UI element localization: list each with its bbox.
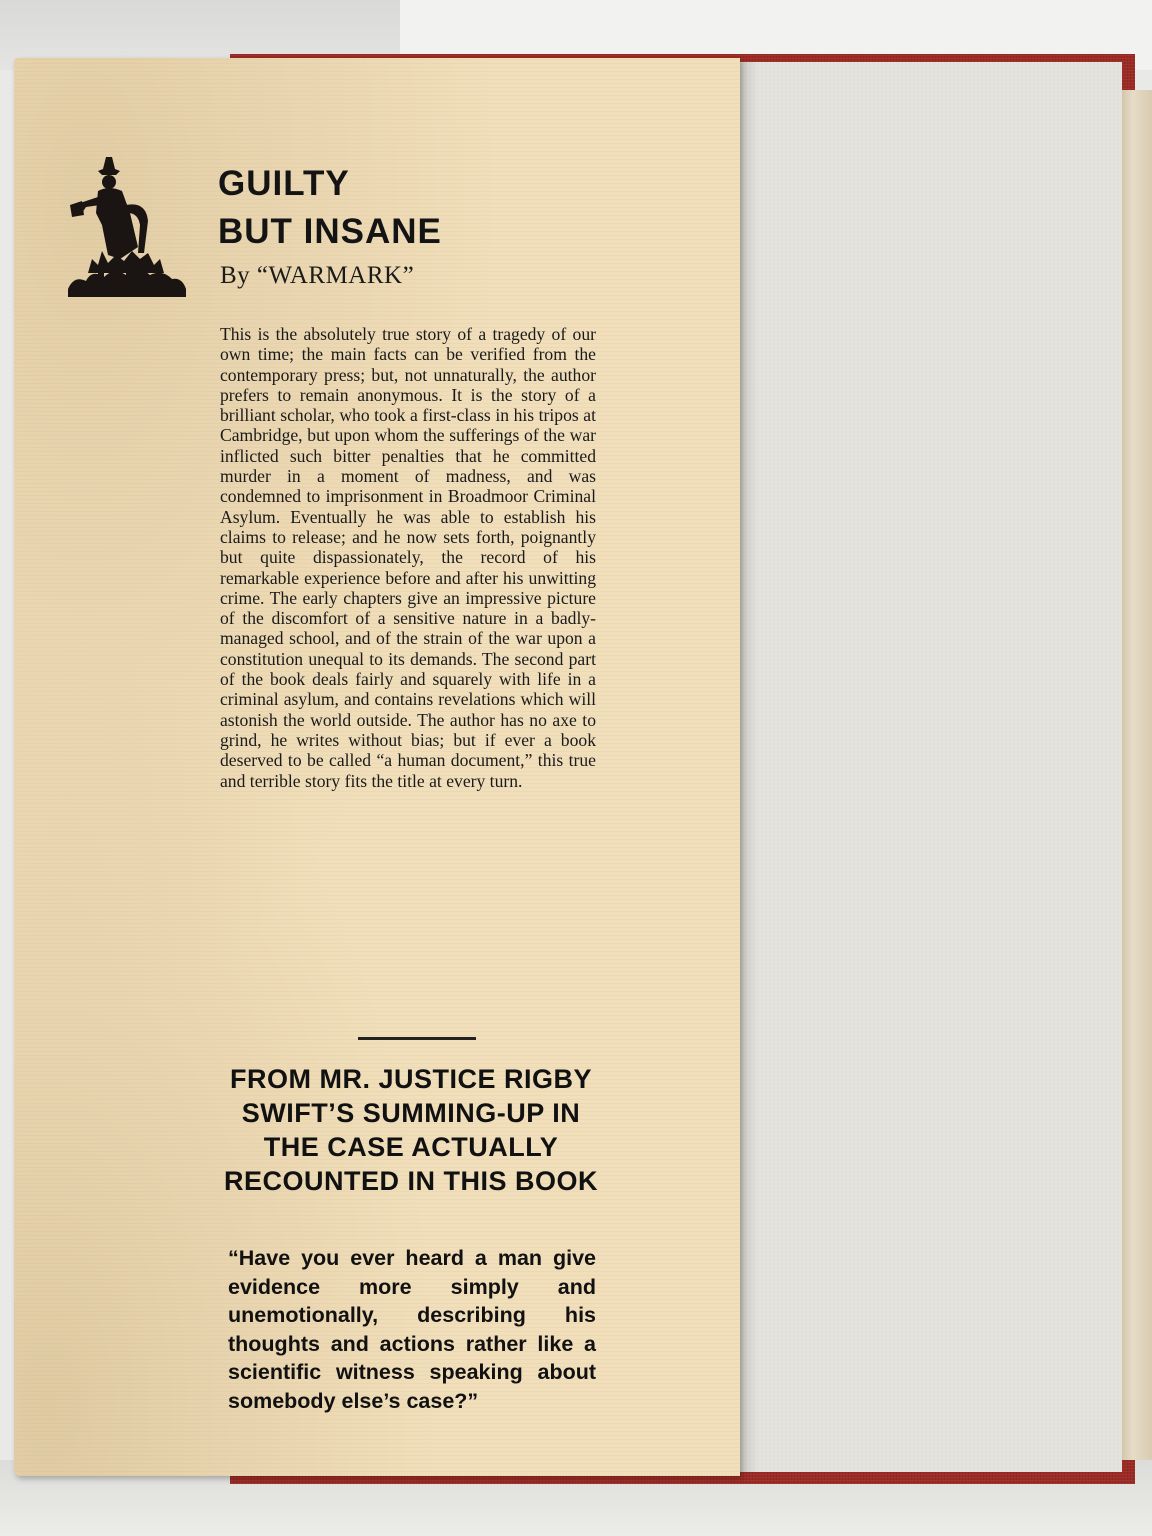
publisher-emblem-icon	[68, 155, 186, 300]
author-byline: By “WARMARK”	[220, 262, 415, 289]
judge-quote: “Have you ever heard a man give evidence more simply and unemotionally, describing his thoughts and actions rather like a scientific witness speaking about somebody else’s case?”	[228, 1246, 596, 1413]
page-block-edge	[1120, 90, 1152, 1460]
book-title-line-2: BUT INSANE	[218, 212, 442, 251]
quote-heading: FROM MR. JUSTICE RIGBY SWIFT’S SUMMING-UP IN THE CASE ACTUALLY RECOUNTED IN THIS BOOK	[223, 1064, 598, 1196]
book-title-line-1: GUILTY	[218, 164, 350, 203]
book-title	[218, 160, 442, 256]
endpaper	[740, 62, 1122, 1472]
divider-rule	[358, 1037, 476, 1040]
blurb-text: This is the absolutely true story of a tragedy of our own time; the main facts can be verified from the contemporary press; but, not unnaturally, the author prefers to remain anonymous. It is the story of a brilliant scholar, who took a first-class in his tripos at Cambridge, but upon whom the sufferings of the war inflicted such bitter penalties that he committed murder in a moment of madness, and was condemned to imprisonment in Broadmoor Criminal Asylum. Eventually he was able to establish his claims to release; and he now sets forth, poignantly but quite dispassionately, the record of his remarkable experience before and after his unwitting crime. The early chapters give an impressive picture of the discomfort of a sensitive nature in a badly-managed school, and of the strain of the war upon a constitution unequal to its demands. The second part of the book deals fairly and squarely with life in a criminal asylum, and contains revelations which will astonish the world outside. The author has no axe to grind, he writes without bias; but if ever a book deserved to be called “a human document,” this true and terrible story fits the title at every turn.	[220, 324, 596, 791]
